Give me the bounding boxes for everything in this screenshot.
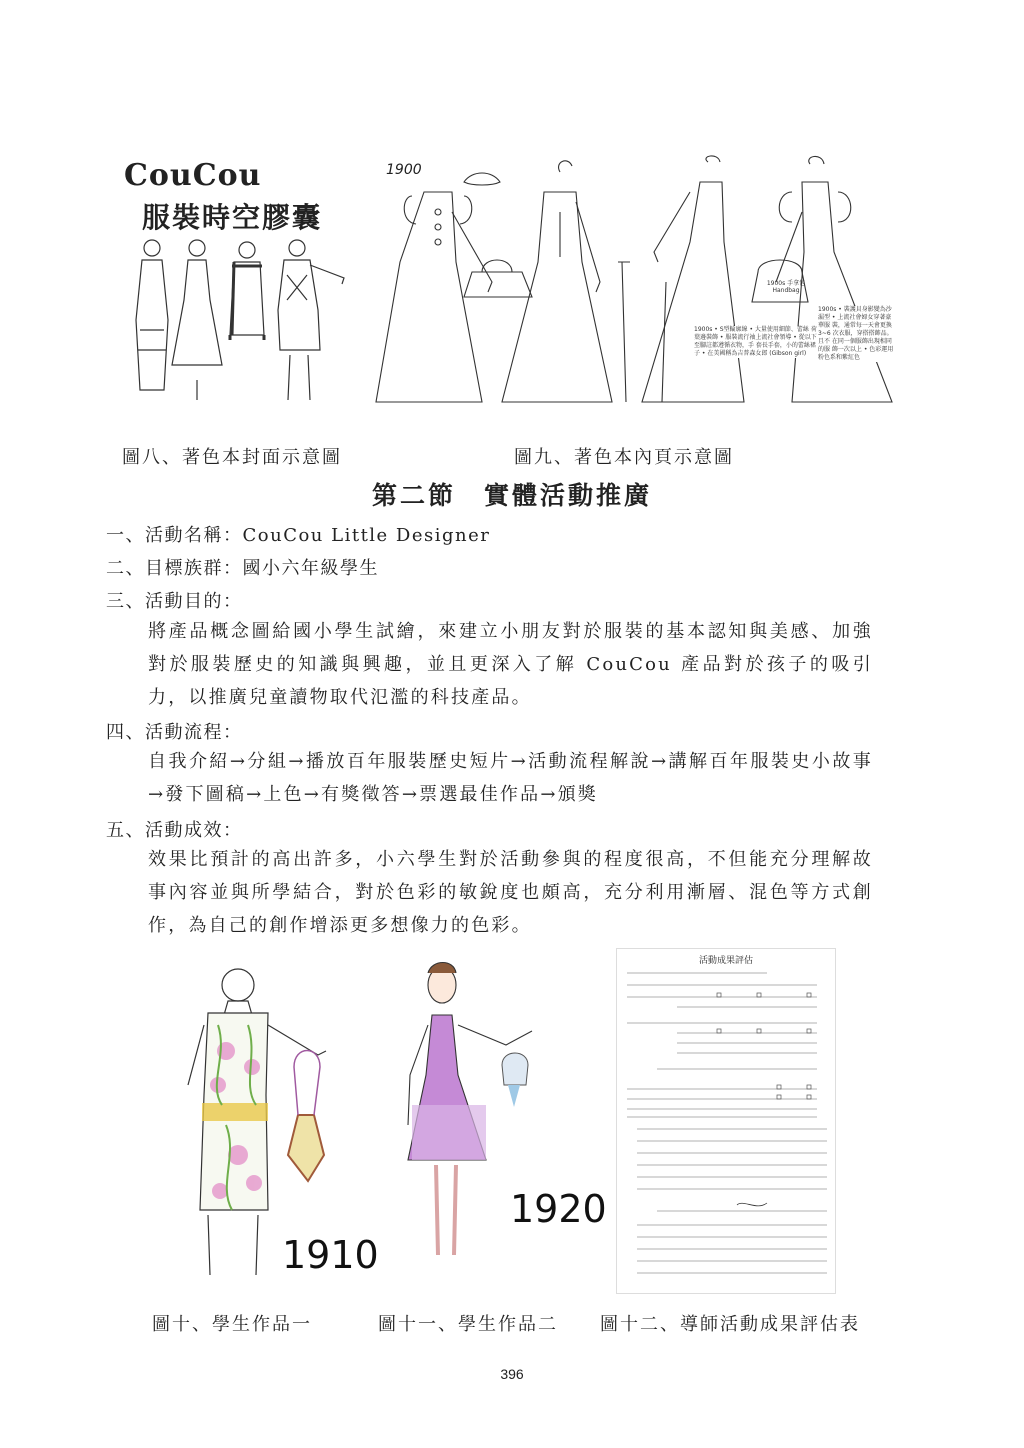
victorian-dress-outlines [372, 152, 918, 410]
figure11-student-work [396, 955, 607, 1295]
flow-paragraph: 自我介紹→分組→播放百年服裝歷史短片→活動流程解說→講解百年服裝史小故事→發下圖稿→上色→有獎徵答→票選最佳作品→頒獎 [148, 751, 873, 805]
figure12-evaluation-form [616, 948, 836, 1294]
figure10-student-work [148, 955, 392, 1295]
figure10-caption: 圖十、學生作品一 [152, 1314, 312, 1335]
target-group-label: 二、目標族群： [106, 558, 243, 579]
figure9-caption: 圖九、著色本內頁示意圖 [514, 447, 734, 468]
student-drawing-1920 [396, 955, 600, 1295]
figure9-year-label: 1900 [386, 162, 422, 178]
section-heading [0, 476, 1024, 512]
figure11-caption: 圖十一、學生作品二 [378, 1314, 558, 1335]
activity-name-value: CouCou Little Designer [242, 525, 491, 546]
page-number: 396 [500, 1366, 524, 1382]
item-purpose-label: 三、活動目的： [106, 591, 243, 612]
activity-name-label: 一、活動名稱： [106, 525, 243, 546]
dress-outlines [112, 150, 360, 410]
item-activity-name [106, 521, 490, 547]
item-target-group [106, 554, 379, 580]
figure10-year: 1910 [282, 1233, 379, 1277]
figure9-handbag-note: 1900s 手拿包 Handbag [766, 280, 806, 294]
figure9-inner-page-illustration [372, 152, 918, 410]
figure9-note-right: 1900s • 裝護貝身影變為沙漏型 • 上流社會婦女穿著豪華服 裝，通常每一天會更換3~6 次衣服，穿搭搭飾品。且不 在同一個服飾出現相同的服 飾一次以上 • 色彩運用粉色系和紫紅色 [818, 306, 896, 362]
section-number: 第二節 [371, 481, 456, 510]
figure11-year: 1920 [510, 1187, 607, 1231]
evaluation-form-title: 活動成果評估 [698, 956, 753, 966]
figure12-caption: 圖十二、導師活動成果評估表 [600, 1314, 860, 1335]
target-group-value: 國小六年級學生 [242, 558, 379, 579]
result-paragraph: 效果比預計的高出許多，小六學生對於活動參與的程度很高，不但能充分理解故事內容並與所學結合，對於色彩的敏銳度也頗高，充分利用漸層、混色等方式創作，為自己的創作增添更多想像力的色彩。 [148, 849, 873, 936]
purpose-paragraph: 將產品概念圖給國小學生試繪，來建立小朋友對於服裝的基本認知與美感、加強對於服裝歷史的知識與興趣，並且更深入了解 CouCou 產品對於孩子的吸引力，以推廣兒童讀物取代氾濫的科技產品。 [148, 621, 873, 708]
figure8-cover-illustration [112, 150, 360, 410]
cover-subtitle: 服裝時空膠囊 [142, 201, 323, 234]
figure8-caption: 圖八、著色本封面示意圖 [122, 447, 342, 468]
item-flow-label: 四、活動流程： [106, 722, 243, 743]
item-result-label: 五、活動成效： [106, 820, 243, 841]
figure9-note-left: 1900s • S型輪廓線 • 大量使用細節、蕾絲 荷葉邊裝飾 • 服裝流行袖上流社會領導 • 從以下至腳註都遵循衣物，手 套長手套，小的蕾絲裙子 • 在美國稱為吉普森女郎 (Gibson girl) [694, 326, 817, 357]
form-lines [617, 949, 835, 1293]
section-title: 實體活動推廣 [484, 481, 653, 510]
brand-logo: CouCou [124, 158, 262, 193]
